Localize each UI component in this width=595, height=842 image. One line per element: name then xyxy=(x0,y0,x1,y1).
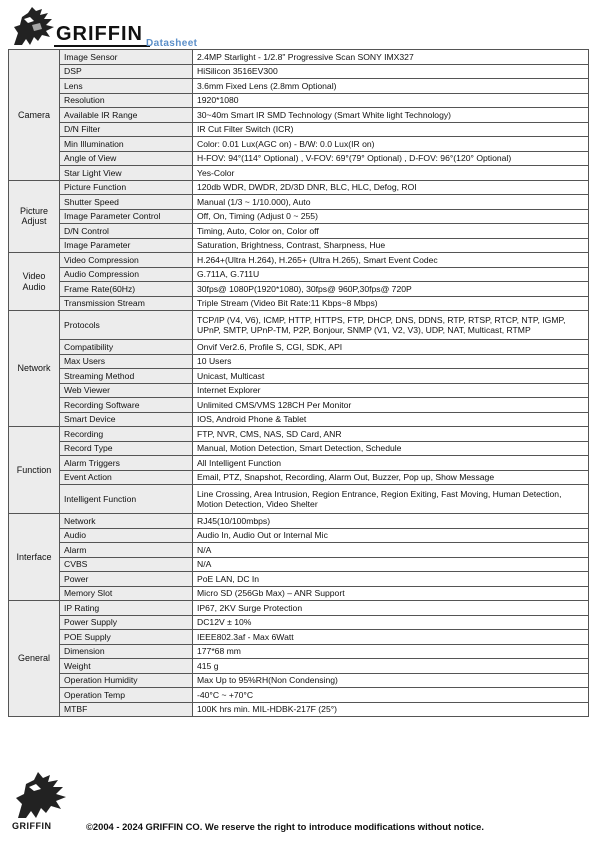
spec-value: Unicast, Multicast xyxy=(193,369,589,384)
spec-value: Color: 0.01 Lux(AGC on) - B/W: 0.0 Lux(IR on) xyxy=(193,137,589,152)
spec-row xyxy=(9,601,589,616)
spec-feature: Star Light View xyxy=(60,166,193,181)
spec-row xyxy=(9,630,589,645)
section-category: Picture Adjust xyxy=(9,180,60,253)
spec-feature: Power xyxy=(60,572,193,587)
spec-value: Yes-Color xyxy=(193,166,589,181)
spec-feature: Audio xyxy=(60,528,193,543)
spec-feature: Streaming Method xyxy=(60,369,193,384)
page-header xyxy=(8,5,588,47)
spec-value: Manual, Motion Detection, Smart Detection, Schedule xyxy=(193,441,589,456)
section-category: Function xyxy=(9,427,60,514)
spec-value: RJ45(10/100mbps) xyxy=(193,514,589,529)
spec-feature: Network xyxy=(60,514,193,529)
spec-value: Onvif Ver2.6, Profile S, CGI, SDK, API xyxy=(193,340,589,355)
spec-feature: Transmission Stream xyxy=(60,296,193,311)
spec-value: -40°C ~ +70°C xyxy=(193,688,589,703)
spec-feature: Smart Device xyxy=(60,412,193,427)
spec-value: IEEE802.3af - Max 6Watt xyxy=(193,630,589,645)
spec-row xyxy=(9,644,589,659)
spec-row xyxy=(9,296,589,311)
spec-feature: Image Sensor xyxy=(60,50,193,65)
spec-table xyxy=(8,49,589,717)
spec-feature: Available IR Range xyxy=(60,108,193,123)
spec-feature: Angle of View xyxy=(60,151,193,166)
spec-feature: Image Parameter xyxy=(60,238,193,253)
spec-value: 120db WDR, DWDR, 2D/3D DNR, BLC, HLC, Defog, ROI xyxy=(193,180,589,195)
spec-value: FTP, NVR, CMS, NAS, SD Card, ANR xyxy=(193,427,589,442)
spec-value: 10 Users xyxy=(193,354,589,369)
spec-feature: Event Action xyxy=(60,470,193,485)
spec-feature: MTBF xyxy=(60,702,193,717)
section-category: General xyxy=(9,601,60,717)
spec-feature: Frame Rate(60Hz) xyxy=(60,282,193,297)
brand-underline xyxy=(54,45,150,47)
spec-value: All Intelligent Function xyxy=(193,456,589,471)
spec-value: 100K hrs min. MIL-HDBK-217F (25°) xyxy=(193,702,589,717)
spec-value: Timing, Auto, Color on, Color off xyxy=(193,224,589,239)
section-category: Network xyxy=(9,311,60,427)
spec-feature: IP Rating xyxy=(60,601,193,616)
spec-row xyxy=(9,50,589,65)
spec-row xyxy=(9,93,589,108)
spec-row xyxy=(9,238,589,253)
spec-feature: Image Parameter Control xyxy=(60,209,193,224)
spec-row xyxy=(9,311,589,340)
spec-row xyxy=(9,398,589,413)
spec-value: Triple Stream (Video Bit Rate:11 Kbps~8 Mbps) xyxy=(193,296,589,311)
spec-value: Saturation, Brightness, Contrast, Sharpness, Hue xyxy=(193,238,589,253)
spec-row xyxy=(9,282,589,297)
spec-value: PoE LAN, DC In xyxy=(193,572,589,587)
spec-row xyxy=(9,659,589,674)
spec-row xyxy=(9,209,589,224)
spec-value: 1920*1080 xyxy=(193,93,589,108)
spec-feature: D/N Filter xyxy=(60,122,193,137)
section-category: Camera xyxy=(9,50,60,181)
spec-feature: Weight xyxy=(60,659,193,674)
spec-row xyxy=(9,151,589,166)
spec-row xyxy=(9,354,589,369)
spec-row xyxy=(9,427,589,442)
spec-feature: Min Illumination xyxy=(60,137,193,152)
spec-value: HiSilicon 3516EV300 xyxy=(193,64,589,79)
copyright-notice: ©2004 - 2024 GRIFFIN CO. We reserve the right to introduce modifications without notice. xyxy=(86,821,484,832)
spec-value: H.264+(Ultra H.264), H.265+ (Ultra H.265), Smart Event Codec xyxy=(193,253,589,268)
spec-feature: Web Viewer xyxy=(60,383,193,398)
spec-value: 3.6mm Fixed Lens (2.8mm Optional) xyxy=(193,79,589,94)
spec-row xyxy=(9,224,589,239)
spec-feature: Shutter Speed xyxy=(60,195,193,210)
spec-feature: CVBS xyxy=(60,557,193,572)
spec-row xyxy=(9,572,589,587)
spec-row xyxy=(9,412,589,427)
spec-value: DC12V ± 10% xyxy=(193,615,589,630)
spec-value: 415 g xyxy=(193,659,589,674)
spec-row xyxy=(9,441,589,456)
spec-row xyxy=(9,514,589,529)
spec-feature: Picture Function xyxy=(60,180,193,195)
spec-feature: Recording Software xyxy=(60,398,193,413)
spec-feature: DSP xyxy=(60,64,193,79)
spec-feature: Resolution xyxy=(60,93,193,108)
spec-value: 2.4MP Starlight - 1/2.8" Progressive Scan SONY IMX327 xyxy=(193,50,589,65)
spec-value: Email, PTZ, Snapshot, Recording, Alarm Out, Buzzer, Pop up, Show Message xyxy=(193,470,589,485)
spec-feature: POE Supply xyxy=(60,630,193,645)
section-category: Interface xyxy=(9,514,60,601)
spec-row xyxy=(9,673,589,688)
spec-feature: Record Type xyxy=(60,441,193,456)
spec-row xyxy=(9,253,589,268)
spec-feature: Audio Compression xyxy=(60,267,193,282)
spec-value: IOS, Android Phone & Tablet xyxy=(193,412,589,427)
spec-feature: Protocols xyxy=(60,311,193,340)
spec-feature: Compatibility xyxy=(60,340,193,355)
spec-value: H-FOV: 94°(114° Optional) , V-FOV: 69°(79° Optional) , D-FOV: 96°(120° Optional) xyxy=(193,151,589,166)
spec-value: TCP/IP (V4, V6), ICMP, HTTP, HTTPS, FTP, DHCP, DNS, DDNS, RTP, RTSP, RTCP, NTP, IGMP, UPnP, SMTP, UPnP-TM, P2P, Bonjour, SNMP (V1, V2, V3), UDP, NAT, Multicast, RTMP xyxy=(193,311,589,340)
spec-row xyxy=(9,456,589,471)
spec-value: IR Cut Filter Switch (ICR) xyxy=(193,122,589,137)
spec-row xyxy=(9,485,589,514)
spec-row xyxy=(9,688,589,703)
spec-feature: Recording xyxy=(60,427,193,442)
spec-row xyxy=(9,108,589,123)
spec-row xyxy=(9,615,589,630)
spec-feature: Dimension xyxy=(60,644,193,659)
spec-feature: Operation Temp xyxy=(60,688,193,703)
spec-value: Unlimited CMS/VMS 128CH Per Monitor xyxy=(193,398,589,413)
spec-feature: D/N Control xyxy=(60,224,193,239)
spec-row xyxy=(9,702,589,717)
footer-brand-name: GRIFFIN xyxy=(12,821,52,831)
spec-feature: Alarm Triggers xyxy=(60,456,193,471)
brand-name: GRIFFIN xyxy=(56,23,143,45)
document-subtitle: Datasheet xyxy=(146,38,198,49)
spec-row xyxy=(9,195,589,210)
spec-value: Audio In, Audio Out or Internal Mic xyxy=(193,528,589,543)
spec-row xyxy=(9,79,589,94)
spec-feature: Max Users xyxy=(60,354,193,369)
spec-value: Internet Explorer xyxy=(193,383,589,398)
spec-value: Manual (1/3 ~ 1/10.000), Auto xyxy=(193,195,589,210)
spec-value: Micro SD (256Gb Max) – ANR Support xyxy=(193,586,589,601)
spec-feature: Operation Humidity xyxy=(60,673,193,688)
spec-row xyxy=(9,369,589,384)
spec-row xyxy=(9,470,589,485)
spec-value: 30fps@ 1080P(1920*1080), 30fps@ 960P,30fps@ 720P xyxy=(193,282,589,297)
spec-feature: Intelligent Function xyxy=(60,485,193,514)
spec-value: 30~40m Smart IR SMD Technology (Smart White light Technology) xyxy=(193,108,589,123)
page-footer xyxy=(8,770,588,835)
spec-row xyxy=(9,180,589,195)
spec-feature: Power Supply xyxy=(60,615,193,630)
spec-value: Off, On, Timing (Adjust 0 ~ 255) xyxy=(193,209,589,224)
spec-value: Line Crossing, Area Intrusion, Region Entrance, Region Exiting, Fast Moving, Human Detection, Motion Detection, Video Shelter xyxy=(193,485,589,514)
spec-row xyxy=(9,64,589,79)
griffin-logo-icon xyxy=(8,5,58,47)
spec-row xyxy=(9,383,589,398)
spec-row xyxy=(9,528,589,543)
spec-value: N/A xyxy=(193,557,589,572)
spec-value: Max Up to 95%RH(Non Condensing) xyxy=(193,673,589,688)
spec-row xyxy=(9,543,589,558)
spec-feature: Memory Slot xyxy=(60,586,193,601)
spec-row xyxy=(9,122,589,137)
spec-row xyxy=(9,267,589,282)
spec-feature: Lens xyxy=(60,79,193,94)
spec-value: IP67, 2KV Surge Protection xyxy=(193,601,589,616)
spec-row xyxy=(9,166,589,181)
spec-value: 177*68 mm xyxy=(193,644,589,659)
spec-row xyxy=(9,557,589,572)
spec-value: N/A xyxy=(193,543,589,558)
section-category: Video Audio xyxy=(9,253,60,311)
spec-row xyxy=(9,340,589,355)
spec-feature: Video Compression xyxy=(60,253,193,268)
spec-row xyxy=(9,137,589,152)
spec-feature: Alarm xyxy=(60,543,193,558)
spec-value: G.711A, G.711U xyxy=(193,267,589,282)
spec-row xyxy=(9,586,589,601)
griffin-footer-logo-icon xyxy=(10,770,70,820)
